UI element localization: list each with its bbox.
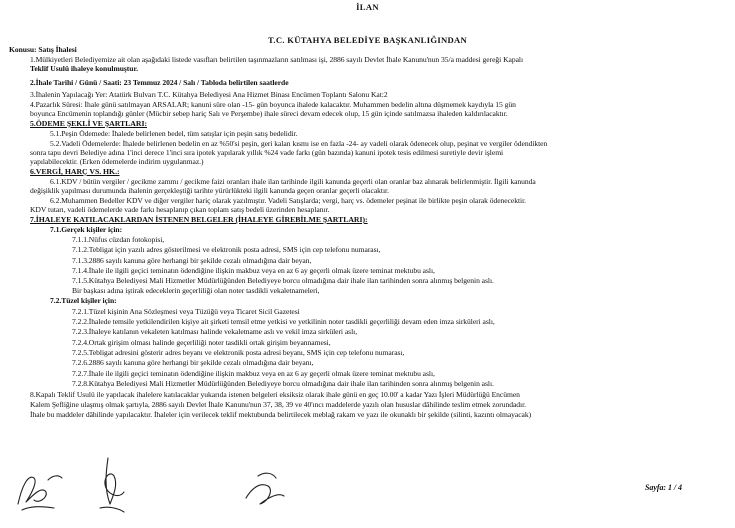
section-7-1-item: 7.1.4.İhale ile ilgili geçici teminatın ödendiğine ilişkin makbuz veya en az 6 ay geçerli olmak üzere teminat mektubu aslı,	[72, 266, 435, 275]
section-5-2-line-3: yapılabilecektir. (Erken ödemelerde indirim uygulanmaz.)	[30, 157, 204, 166]
item-4-line-2: boyunca Encümenin toplandığı günler (Mücbir sebep hariç Salı ve Perşembe) ihale süreci devam edecek olup, 15 gün içinde satılmazsa ihaleden kaldırılacaktır.	[30, 109, 508, 118]
section-7-2-item: 7.2.6.2886 sayılı kanuna göre herhangi bir şekilde cezalı olmadığına dair beyanı,	[72, 358, 314, 367]
page-number: Sayfa: 1 / 4	[645, 483, 682, 492]
section-7-1-item: 7.1.3.2886 sayılı kanuna göre herhangi bir şekilde cezalı olmadığına dair beyan,	[72, 256, 312, 265]
section-7-1-item: Bir başkası adına iştirak edeceklerin geçerliliği olan noter tasdikli vekaletnameleri,	[72, 286, 320, 295]
section-6-1-line-2: değişiklik yapılması durumunda ihalenin gerçekleştiği tarihte yürürlükteki ilgili kanunda geçen oranlar geçerli olacaktır.	[30, 186, 389, 195]
item-8-line-1: 8.Kapalı Teklif Usulü ile yapılacak ihalelere katılacaklar yukarıda istenen belgeleri eksiksiz olarak ihale günü en geç 10.00' a kadar Yazı İşleri Müdürlüğü Encümen	[30, 390, 520, 399]
section-7-2-item: 7.2.8.Kütahya Belediyesi Mali Hizmetler Müdürlüğünden Belediyeye borcu olmadığına dair ihale ilan tarihinden sonra alınmış belgenin aslı.	[72, 379, 494, 388]
signature-3-icon	[238, 458, 292, 518]
section-7-2-item: 7.2.7.İhale ile ilgili geçici teminatın ödendiğine ilişkin makbuz veya en az 6 ay geçerli olmak üzere teminat mektubu aslı,	[72, 369, 435, 378]
item-1-line-1: 1.Mülkiyetleri Belediyemize ait olan aşağıdaki listede vasıfları belirtilen taşınmazların satılması işi, 2886 sayılı Devlet İhale Kanunu'nun 35/a maddesi gereği Kapalı	[30, 55, 524, 64]
section-6-title: 6.VERGİ, HARÇ VS. HK.:	[30, 167, 120, 176]
section-7-2-item: 7.2.1.Tüzel kişinin Ana Sözleşmesi veya Tüzüğü veya Ticaret Sicil Gazetesi	[72, 307, 300, 316]
section-6-2-line-2: KDV tutarı, vadeli ödemelerde vade farkı hesaplanıp çıkan toplam satış bedeli üzerinden hesaplanır.	[30, 205, 330, 214]
section-5-1: 5.1.Peşin Ödemede: İhalede belirlenen bedel, tüm satışlar için peşin satış bedelidir.	[50, 129, 298, 138]
announcement-title: İLAN	[356, 2, 379, 12]
section-7-2-heading: 7.2.Tüzel kişiler için:	[50, 296, 117, 305]
section-7-1-item: 7.1.5.Kütahya Belediyesi Mali Hizmetler Müdürlüğünden Belediyeye borcu olmadığına dair ihale ilan tarihinden sonra alınmış belgenin aslı.	[72, 276, 494, 285]
subject-line: Konusu: Satış İhalesi	[9, 45, 77, 54]
section-6-2-line-1: 6.2.Muhammen Bedeller KDV ve diğer vergiler hariç olarak yazılmıştır. Vadeli Satışlarda; vergi, harç vs. ödemeler peşinat ile birlikte peşin olarak ödenecektir.	[50, 196, 527, 205]
item-8-line-3: İhale bu maddeler dâhilinde yapılacaktır. İhaleler için verilecek teklif mektubunda belirtilecek meblağ rakam ve yazı ile okunaklı bir şekilde (silinti, kazıntı olmayacak)	[30, 410, 532, 419]
section-7-2-item: 7.2.2.İhalede temsile yetkilendirilen kişiye ait şirketi temsil etme yetkisi ve yetkilinin noter tasdikli geçerliliği devam eden imza sirküleri aslı,	[72, 317, 495, 326]
section-5-2-line-1: 5.2.Vadeli Ödemelerde: İhalede belirlenen bedelin en az %50'si peşin, geri kalan kısmı ise en fazla -24- ay vadeli olarak ödenecek olup, peşinat ve vergiler ödendikten	[50, 139, 548, 148]
announcement-issuer: T.C. KÜTAHYA BELEDİYE BAŞKANLIĞINDAN	[267, 35, 468, 45]
item-4-line-1: 4.Pazarlık Süresi: İhale günü satılmayan ARSALAR; kanuni süre olan -15- gün boyunca ihalede kalacaktır. Muhammen bedelin altına düşmemek kaydıyla 15 gün	[30, 100, 516, 109]
item-8-line-2: Kalem Şefliğine ulaşmış olmak şartıyla, 2886 sayılı Devlet İhale Kanunu'nun 37, 38, 39 ve 40'ıncı maddelerde yazılı olan hususlar dâhilinde teslim etmek zorundadır.	[30, 400, 527, 409]
section-5-2-line-2: sonra tapu devri Belediye adına 1'inci derece 1'inci sıra ipotek yapılarak yıllık %24 vade farkı (gün bazında) kanuni ipotek tesis edilmesi suretiyle devir işlemi	[30, 148, 504, 157]
section-7-1-item: 7.1.2.Tebligat için yazılı adres gösterilmesi ve elektronik posta adresi, SMS için cep telefonu numarası,	[72, 245, 381, 254]
item-2-date: 2.İhale Tarihi / Günü / Saati: 23 Temmuz 2024 / Salı / Tabloda belirtilen saatlerde	[30, 78, 289, 87]
section-7-title: 7.İHALEYE KATILACAKLARDAN İSTENEN BELGELER (İHALEYE GİREBİLME ŞARTLARI):	[30, 215, 368, 224]
section-6-1-line-1: 6.1.KDV / bütün vergiler / gecikme zammı / gecikme faizi oranları ihale ilan tarihinde ilgili kanunda geçerli olan oranlar baz alınarak belirlenmiştir. İlgili kanunda	[50, 177, 536, 186]
signature-2-icon	[80, 448, 140, 520]
section-5-title: 5.ÖDEME ŞEKLİ VE ŞARTLARI:	[30, 119, 147, 128]
section-7-2-item: 7.2.4.Ortak girişim olması halinde geçerliliği noter tasdikli ortak girişim beyannamesi,	[72, 338, 331, 347]
section-7-1-item: 7.1.1.Nüfus cüzdan fotokopisi,	[72, 235, 165, 244]
item-3-venue: 3.İhalenin Yapılacağı Yer: Atatürk Bulvarı T.C. Kütahya Belediyesi Ana Hizmet Binası Encümen Toplantı Salonu Kat:2	[30, 90, 388, 99]
section-7-2-item: 7.2.3.İhaleye katılanın vekaleten katılması halinde vekaletname aslı ve vekil imza sirküleri aslı,	[72, 327, 358, 336]
signature-1-icon	[8, 456, 68, 516]
section-7-2-item: 7.2.5.Tebligat adresini gösterir adres beyanı ve elektronik posta adresi beyanı, SMS için cep telefonu numarası,	[72, 348, 405, 357]
section-7-1-heading: 7.1.Gerçek kişiler için:	[50, 225, 123, 234]
item-1-line-2: Teklif Usulü ihaleye konulmuştur.	[30, 64, 138, 73]
